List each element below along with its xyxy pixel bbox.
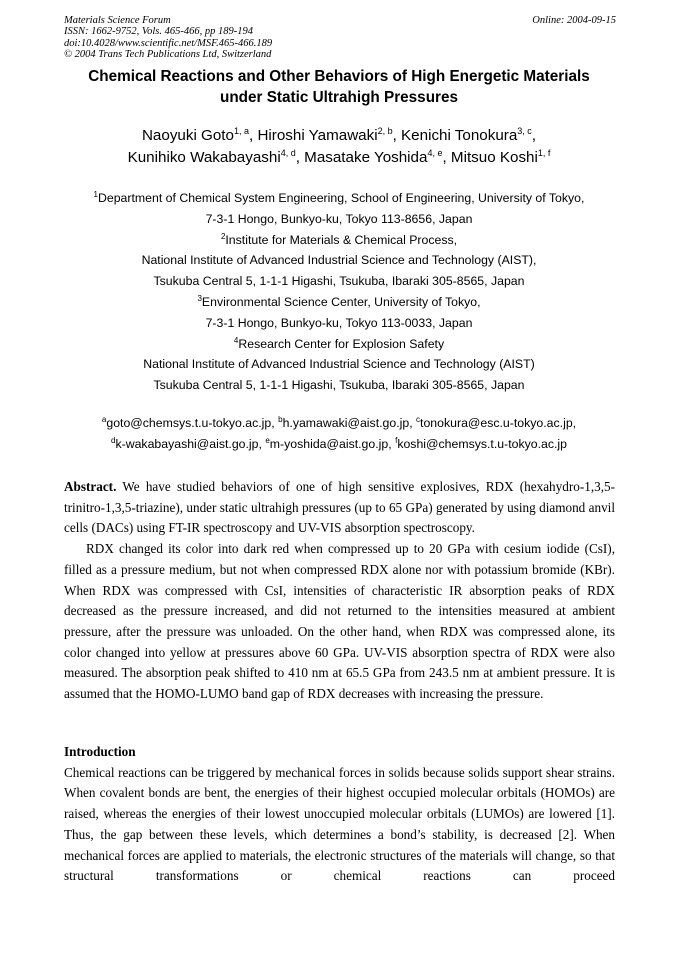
author-name: Naoyuki Goto [141, 127, 234, 144]
email-sup: f [395, 436, 398, 445]
affiliation-line: National Institute of Advanced Industrial Science and Technology (AIST) [143, 357, 535, 372]
email-list [40, 413, 638, 455]
author-name: Kunihiko Wakabayashi [127, 149, 281, 166]
title-line-1: Chemical Reactions and Other Behaviors of High Energetic Materials [88, 68, 590, 85]
online-date: Online: 2004-09-15 [532, 15, 616, 26]
author-separator: , [248, 127, 258, 144]
author-sup: 4, d [280, 148, 296, 158]
author-name: Masatake Yoshida [304, 149, 428, 166]
affiliation-text: Environmental Science Center, University of Tokyo, [201, 294, 481, 309]
author-sup: 2, b [377, 126, 393, 136]
author-name: Mitsuo Koshi [450, 149, 538, 166]
abstract-paragraph-2: RDX changed its color into dark red when compressed up to 20 GPa with cesium iodide (CsI), filled as a pressure medium, but not when compressed RDX alone nor with potassium bromide (KBr). When RDX was compressed with CsI, intensities of characteristic IR absorption peaks of RDX decreased as the pressure increased, and did not returned to the intensities measured at ambient pressure, after the pressure was unloaded. On the other hand, when RDX was compressed alone, its color changed into yellow at pressures above 60 GPa. UV-VIS absorption spectra of RDX were also measured. The absorption peak shifted to 410 nm at 65.5 GPa from 243.5 nm at ambient pressure. It is assumed that the HOMO-LUMO band gap of RDX decreases with increasing the pressure. [64, 541, 615, 702]
introduction-section [64, 742, 615, 887]
email-line-1: $^a$goto@chemsys.t.u-tokyo.ac.jp, $^b$h.yamawaki@aist.go.jp, $^c$tonokura@esc.u-tokyo.ac.jp, [101, 415, 577, 430]
affiliation-line: National Institute of Advanced Industrial Science and Technology (AIST), [141, 253, 537, 268]
affiliation-line: 7-3-1 Hongo, Bunkyo-ku, Tokyo 113-0033, Japan [205, 315, 473, 330]
introduction-heading: Introduction [64, 744, 136, 759]
affiliation-sup: 1 [93, 190, 98, 199]
journal-header [64, 15, 616, 61]
affiliation-line [40, 292, 638, 313]
affiliation-line: Tsukuba Central 5, 1-1-1 Higashi, Tsukuba, Ibaraki 305-8565, Japan [153, 274, 525, 289]
affiliation-line: Tsukuba Central 5, 1-1-1 Higashi, Tsukuba, Ibaraki 305-8565, Japan [153, 378, 525, 393]
paper-title [40, 66, 638, 108]
affiliation-line [40, 334, 638, 355]
author-line-2 [40, 147, 638, 169]
author-separator: , [442, 149, 451, 166]
introduction-paragraph: Chemical reactions can be triggered by mechanical forces in solids because solids support shear strains. When covalent bonds are bent, the energies of their highest occupied molecular orbitals (HOMOs) are raised, whereas the energies of their lowest unoccupied molecular orbitals (LUMOs) are lowered [1]. Thus, the gap between these levels, which determines a bond’s stability, is decreased [2]. When mechanical forces are applied to materials, the electronic structures of the materials will change, so that structural transformations or chemical reactions can proceed [64, 764, 615, 884]
email-line-2: $^d$k-wakabayashi@aist.go.jp, $^e$m-yoshida@aist.go.jp, $^f$koshi@chemsys.t.u-tokyo.ac.jp [111, 436, 567, 451]
author-name: Hiroshi Yamawaki [257, 127, 378, 144]
affiliation-text: Institute for Materials & Chemical Process, [225, 232, 458, 247]
email-address[interactable]: h.yamawaki@aist.go.jp [282, 416, 410, 430]
copyright-line: © 2004 Trans Tech Publications Ltd, Switzerland [64, 49, 272, 61]
author-list [40, 125, 638, 169]
email-sup: a [101, 415, 107, 424]
affiliation-sup: 4 [233, 335, 239, 345]
email-sup: d [111, 436, 116, 445]
email-sup: e [265, 436, 270, 445]
email-sup: c [416, 415, 421, 424]
abstract-section [64, 477, 615, 705]
affiliation-text: Research Center for Explosion Safety [238, 336, 445, 351]
email-address[interactable]: koshi@chemsys.t.u-tokyo.ac.jp [397, 437, 567, 451]
author-separator: , [392, 127, 402, 144]
affiliation-sup: 2 [220, 231, 226, 241]
author-sup: 4, e [427, 148, 443, 158]
author-name: Kenichi Tonokura [401, 127, 518, 144]
affiliation-line [40, 188, 638, 209]
affiliation-line [40, 230, 638, 251]
author-separator: , [531, 127, 537, 144]
abstract-label: Abstract. [64, 479, 117, 494]
email-sup: b [278, 415, 283, 424]
author-line-1 [40, 125, 638, 147]
author-sup: 1, f [537, 148, 551, 158]
journal-name: Materials Science Forum [64, 15, 171, 26]
abstract-text: We have studied behaviors of one of high sensitive explosives, RDX (hexahydro-1,3,5-trinitro-1,3,5-triazine), under static ultrahigh pressures (up to 65 GPa) generated by using diamond anvil cells (DACs) using FT-IR spectroscopy and UV-VIS absorption spectroscopy. [64, 479, 615, 536]
affiliation-sup: 3 [197, 293, 202, 303]
author-sup: 3, c [517, 126, 532, 136]
author-sup: 1, a [233, 126, 249, 136]
affiliations [40, 188, 638, 396]
email-address[interactable]: k-wakabayashi@aist.go.jp [115, 437, 259, 451]
doi-line: doi:10.4028/www.scientific.net/MSF.465-466.189 [64, 37, 273, 49]
affiliation-line: 7-3-1 Hongo, Bunkyo-ku, Tokyo 113-8656, Japan [205, 211, 473, 226]
email-address[interactable]: m-yoshida@aist.go.jp [269, 437, 389, 451]
title-line-2: under Static Ultrahigh Pressures [219, 89, 459, 106]
affiliation-text: Department of Chemical System Engineering, School of Engineering, University of Tokyo, [98, 191, 585, 205]
email-address[interactable]: goto@chemsys.t.u-tokyo.ac.jp [106, 416, 272, 430]
abstract-paragraph-1 [64, 477, 615, 539]
author-separator: , [295, 149, 305, 166]
issn-line: ISSN: 1662-9752, Vols. 465-466, pp 189-194 [64, 26, 253, 38]
email-address[interactable]: tonokura@esc.u-tokyo.ac.jp [420, 416, 573, 430]
